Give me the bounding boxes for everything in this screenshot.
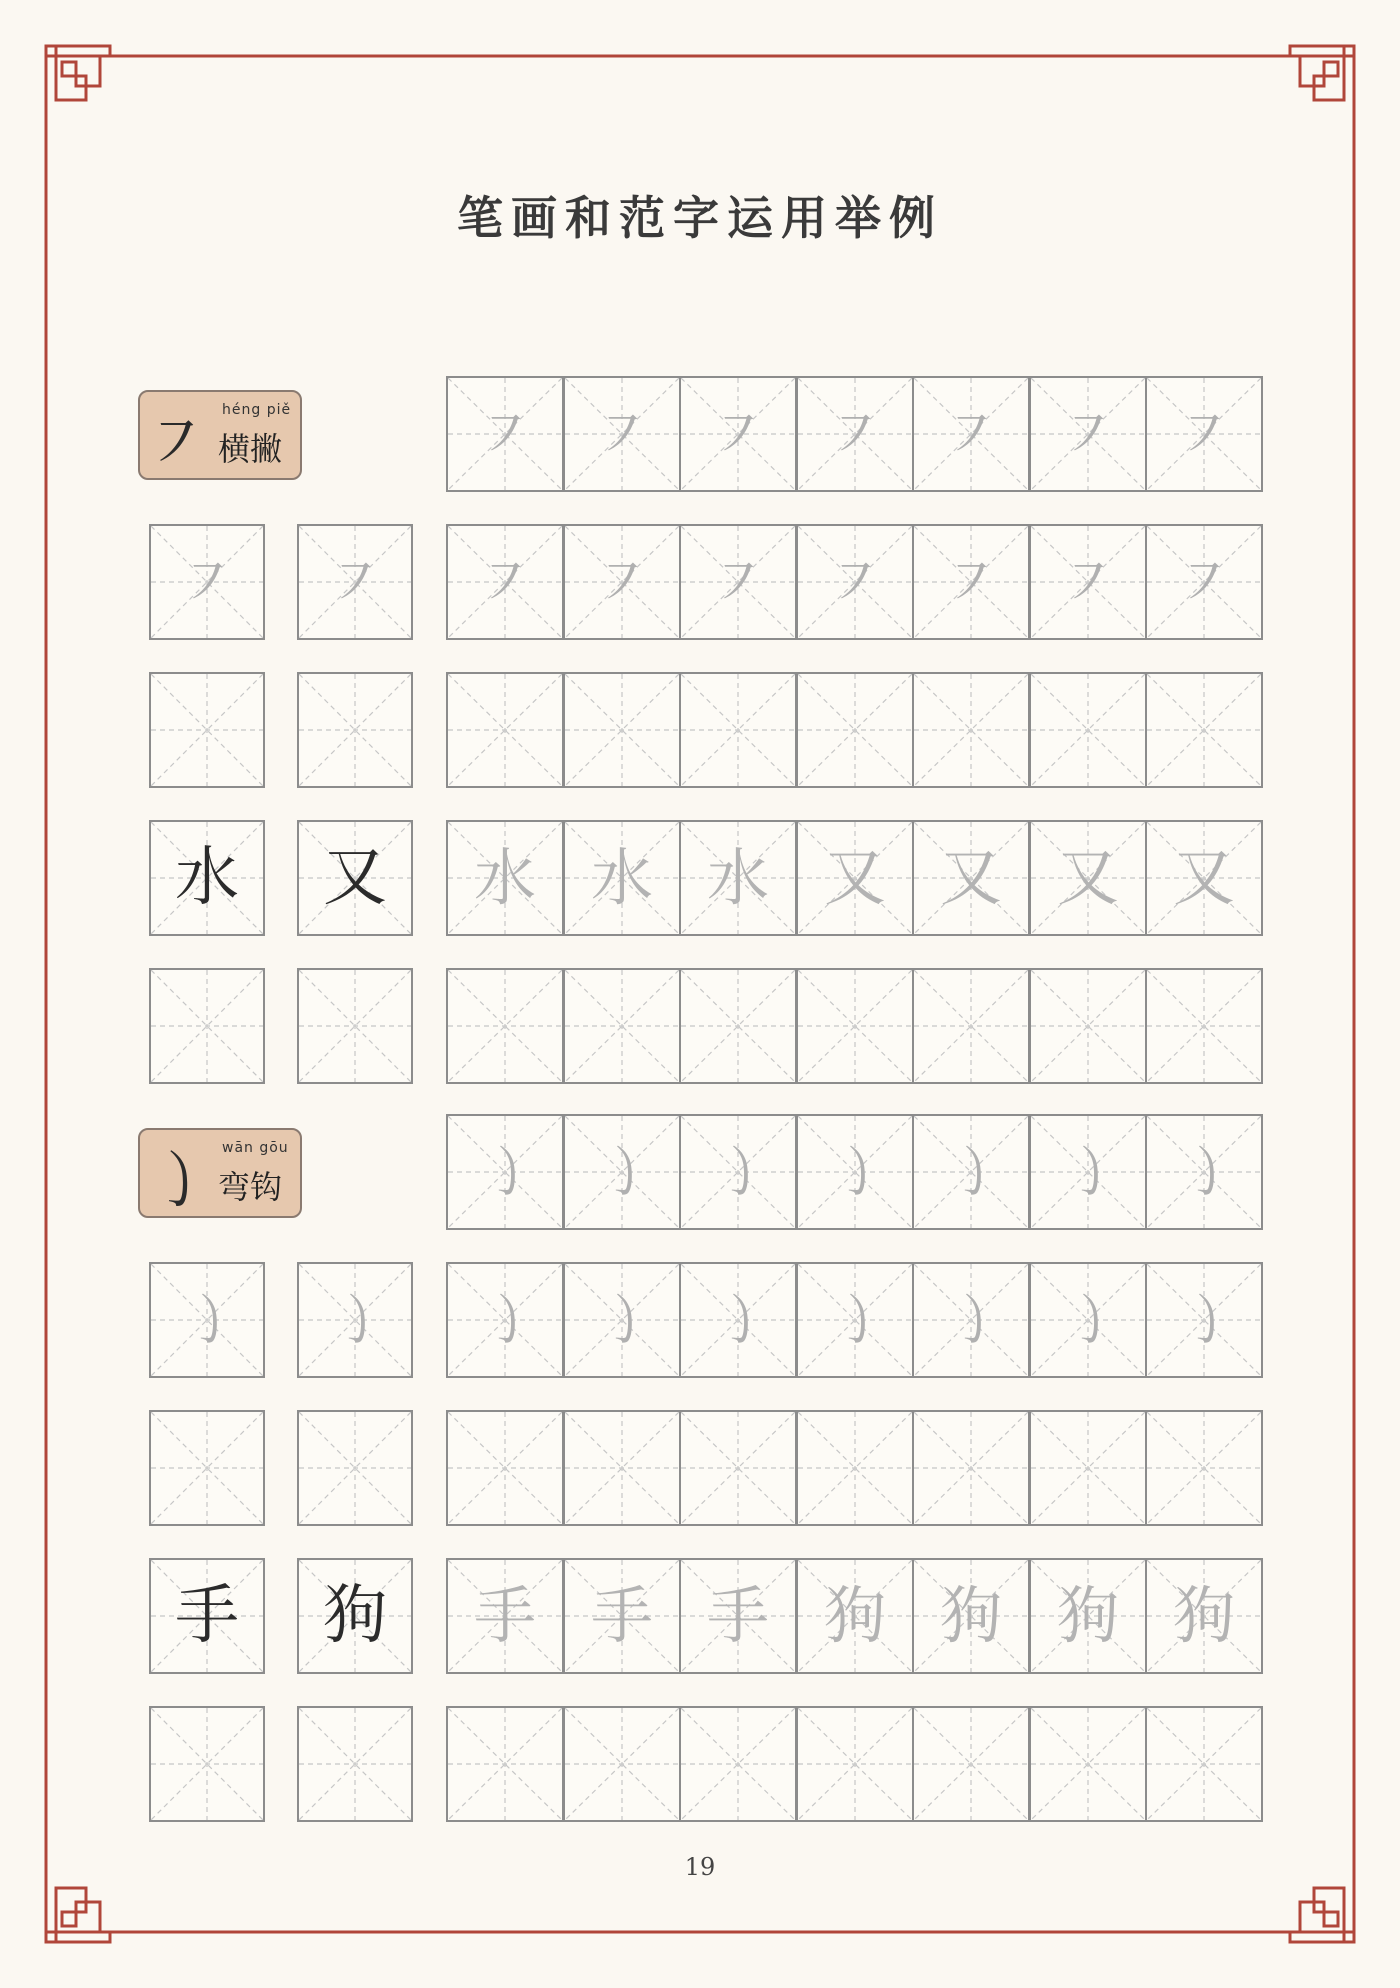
practice-character: 手 (590, 1579, 653, 1652)
model-cell (297, 1558, 413, 1674)
trace-cell (796, 1706, 914, 1822)
trace-cell (563, 968, 681, 1084)
trace-cell (1145, 672, 1263, 788)
practice-character: ㇇ (177, 548, 236, 616)
practice-character: ㇁ (592, 1138, 651, 1206)
trace-cell (679, 968, 797, 1084)
model-cell (297, 968, 413, 1084)
practice-character: ㇇ (1174, 400, 1233, 468)
trace-cell (679, 1410, 797, 1526)
practice-character: 水 (175, 841, 239, 915)
practice-character: 狗 (1056, 1579, 1119, 1652)
trace-cell (563, 672, 681, 788)
practice-character: ㇇ (941, 548, 1000, 616)
trace-cell (563, 1706, 681, 1822)
model-cell (149, 672, 265, 788)
practice-character: ㇇ (708, 400, 767, 468)
trace-cell (1029, 1706, 1147, 1822)
trace-cell (796, 376, 914, 492)
practice-character: ㇇ (825, 548, 884, 616)
practice-character: ㇁ (475, 1138, 534, 1206)
trace-cell (912, 1410, 1030, 1526)
practice-character: ㇁ (941, 1138, 1000, 1206)
trace-cell (912, 1706, 1030, 1822)
trace-cell (912, 1114, 1030, 1230)
trace-cell (1145, 1706, 1263, 1822)
trace-cell (563, 376, 681, 492)
trace-cell (679, 820, 797, 936)
trace-cell (1029, 968, 1147, 1084)
trace-cell (912, 672, 1030, 788)
practice-character: 又 (823, 841, 886, 914)
trace-cell (796, 672, 914, 788)
trace-cell (796, 968, 914, 1084)
practice-character: ㇇ (475, 400, 534, 468)
trace-cell (796, 524, 914, 640)
practice-character: ㇇ (1058, 400, 1117, 468)
trace-cell (679, 1262, 797, 1378)
trace-cell (679, 376, 797, 492)
trace-cell (912, 820, 1030, 936)
trace-cell (796, 820, 914, 936)
stroke-glyph: ㇇ (143, 403, 209, 481)
trace-cell (446, 968, 564, 1084)
trace-cell (679, 1706, 797, 1822)
practice-character: ㇁ (825, 1138, 884, 1206)
model-cell (297, 524, 413, 640)
practice-character: ㇁ (1174, 1286, 1233, 1354)
trace-cell (796, 1410, 914, 1526)
practice-character: 又 (939, 841, 1002, 914)
trace-cell (796, 1114, 914, 1230)
trace-cell (1145, 1114, 1263, 1230)
practice-character: ㇇ (325, 548, 384, 616)
trace-cell (1029, 524, 1147, 640)
practice-character: 水 (590, 841, 653, 914)
page-title: 笔画和范字运用举例 (457, 191, 943, 245)
trace-cell (1029, 1558, 1147, 1674)
trace-cell (796, 1262, 914, 1378)
trace-cell (1029, 1410, 1147, 1526)
practice-character: 手 (473, 1579, 536, 1652)
trace-cell (446, 1114, 564, 1230)
practice-character: ㇁ (592, 1286, 651, 1354)
model-cell (149, 524, 265, 640)
model-cell (149, 1706, 265, 1822)
stroke-pinyin: wān gōu (222, 1140, 289, 1156)
practice-character: 又 (323, 841, 387, 915)
model-cell (297, 1410, 413, 1526)
model-cell (297, 672, 413, 788)
model-cell (149, 968, 265, 1084)
practice-character: 狗 (1172, 1579, 1235, 1652)
trace-cell (912, 968, 1030, 1084)
practice-character: ㇁ (825, 1286, 884, 1354)
trace-cell (912, 1262, 1030, 1378)
trace-cell (446, 1410, 564, 1526)
model-cell (149, 1262, 265, 1378)
practice-character: 狗 (323, 1579, 387, 1653)
practice-character: ㇁ (708, 1286, 767, 1354)
practice-character: ㇁ (708, 1138, 767, 1206)
trace-cell (446, 1706, 564, 1822)
stroke-card (138, 390, 302, 480)
trace-cell (912, 524, 1030, 640)
stroke-card (138, 1128, 302, 1218)
practice-character: ㇇ (475, 548, 534, 616)
stroke-name: 横撇 (218, 430, 283, 468)
trace-cell (563, 1114, 681, 1230)
trace-cell (679, 524, 797, 640)
trace-cell (446, 524, 564, 640)
trace-cell (446, 820, 564, 936)
trace-cell (446, 1558, 564, 1674)
practice-character: ㇇ (592, 548, 651, 616)
model-cell (149, 1410, 265, 1526)
trace-cell (1029, 672, 1147, 788)
trace-cell (446, 1262, 564, 1378)
trace-cell (1029, 1262, 1147, 1378)
trace-cell (1029, 376, 1147, 492)
trace-cell (446, 376, 564, 492)
practice-character: ㇇ (941, 400, 1000, 468)
trace-cell (563, 1262, 681, 1378)
stroke-pinyin: héng piě (222, 402, 292, 418)
trace-cell (912, 376, 1030, 492)
model-cell (297, 1262, 413, 1378)
trace-cell (563, 1410, 681, 1526)
trace-cell (1145, 524, 1263, 640)
page-number: 19 (684, 1853, 716, 1881)
trace-cell (563, 524, 681, 640)
practice-character: 狗 (939, 1579, 1002, 1652)
trace-cell (1145, 376, 1263, 492)
trace-cell (1029, 820, 1147, 936)
model-cell (297, 1706, 413, 1822)
practice-character: ㇁ (475, 1286, 534, 1354)
stroke-name: 弯钩 (218, 1168, 283, 1206)
practice-character: ㇁ (177, 1286, 236, 1354)
practice-character: ㇁ (1058, 1286, 1117, 1354)
practice-character: ㇇ (708, 548, 767, 616)
trace-cell (1145, 1558, 1263, 1674)
practice-character: ㇇ (825, 400, 884, 468)
practice-character: 手 (706, 1579, 769, 1652)
model-cell (297, 820, 413, 936)
practice-character: ㇇ (1174, 548, 1233, 616)
practice-character: ㇁ (1174, 1138, 1233, 1206)
trace-cell (796, 1558, 914, 1674)
trace-cell (563, 1558, 681, 1674)
trace-cell (679, 672, 797, 788)
trace-cell (563, 820, 681, 936)
trace-cell (912, 1558, 1030, 1674)
practice-character: 手 (175, 1579, 239, 1653)
trace-cell (1029, 1114, 1147, 1230)
stroke-glyph: ㇁ (143, 1141, 209, 1219)
practice-character: ㇁ (1058, 1138, 1117, 1206)
model-cell (149, 1558, 265, 1674)
trace-cell (1145, 820, 1263, 936)
practice-character: 狗 (823, 1579, 886, 1652)
model-cell (149, 820, 265, 936)
practice-character: ㇇ (1058, 548, 1117, 616)
trace-cell (446, 672, 564, 788)
trace-cell (679, 1114, 797, 1230)
practice-character: ㇁ (325, 1286, 384, 1354)
practice-character: ㇁ (941, 1286, 1000, 1354)
trace-cell (1145, 1262, 1263, 1378)
trace-cell (1145, 1410, 1263, 1526)
trace-cell (1145, 968, 1263, 1084)
practice-character: 又 (1172, 841, 1235, 914)
practice-character: 水 (473, 841, 536, 914)
practice-character: 水 (706, 841, 769, 914)
practice-character: 又 (1056, 841, 1119, 914)
practice-character: ㇇ (592, 400, 651, 468)
trace-cell (679, 1558, 797, 1674)
